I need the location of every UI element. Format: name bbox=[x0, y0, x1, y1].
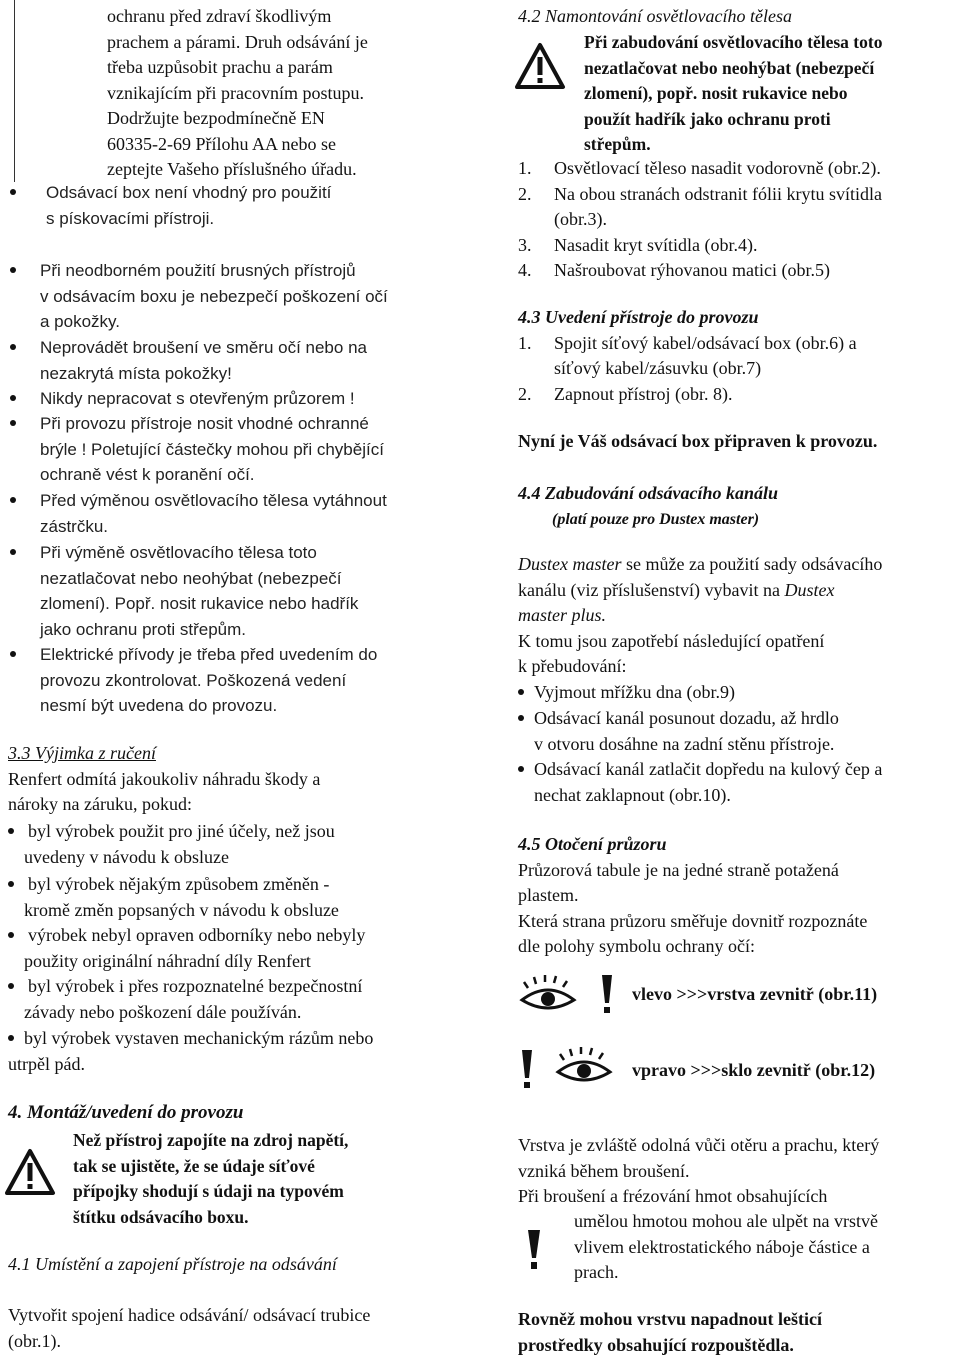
bullet-icon bbox=[8, 983, 14, 989]
section-heading: 4.2 Namontování osvětlovacího tělesa bbox=[518, 6, 792, 26]
section-subheading: (platí pouze pro Dustex master) bbox=[552, 510, 760, 528]
right-symbol-caption bbox=[632, 1058, 875, 1084]
bullet-icon bbox=[8, 932, 14, 938]
text-line: zlomení), popř. nosit rukavice nebo bbox=[584, 83, 848, 103]
warning-text bbox=[584, 30, 882, 158]
bullet-icon bbox=[10, 497, 16, 503]
bullet-icon bbox=[10, 395, 16, 401]
section-4-1 bbox=[8, 1252, 337, 1278]
section-heading: 4.1 Umístění a zapojení přístroje na odsávání bbox=[8, 1254, 337, 1274]
list-item: 2. Na obou stranách odstranit fólii krytu svítidla bbox=[518, 183, 882, 204]
text-line: vlevo >>>vrstva zevnitř (obr.11) bbox=[632, 984, 878, 1004]
text-line: Nikdy nepracovat s otevřeným průzorem ! bbox=[40, 389, 355, 408]
text-line: master plus. bbox=[518, 605, 607, 625]
paragraph bbox=[518, 1133, 879, 1210]
text-line: vlivem elektrostatického náboje částice a bbox=[574, 1236, 870, 1257]
text-line: provozu zkontrolovat. Poškozená vedení bbox=[40, 670, 347, 690]
bullet-icon bbox=[8, 1035, 14, 1041]
text-line: Dodržujte bezpodmínečně EN bbox=[107, 108, 325, 128]
text-line: vznikajícím při pracovním postupu. bbox=[107, 82, 364, 103]
paragraph bbox=[8, 1303, 370, 1354]
text-line: v odsávacím boxu je nebezpečí poškození očí bbox=[40, 286, 388, 306]
text-line: vzniká během broušení. bbox=[518, 1160, 690, 1181]
bullet-icon bbox=[8, 881, 14, 887]
ready-note bbox=[518, 429, 877, 455]
paragraph: Dustex master se může za použití sady odsávacího kanálu (viz příslušenství) vybavit na Dustex master plus. K tomu jsou zapotřebí následující opatření k přebudování: bbox=[518, 552, 882, 680]
list-item bbox=[10, 411, 384, 488]
list-item: 1. Osvětlovací těleso nasadit vodorovně (obr.2). bbox=[518, 158, 881, 178]
list-item: 3. Nasadit kryt svítidla (obr.4). bbox=[518, 234, 758, 255]
text-line: 60335-2-69 Přílohu AA nebo se bbox=[107, 133, 336, 154]
bullet-icon bbox=[10, 189, 16, 195]
text-line: plastem. bbox=[518, 885, 579, 905]
text-line: ochranu před zdraví škodlivým bbox=[107, 6, 332, 26]
text-line: byl výrobek vystaven mechanickým rázům nebo bbox=[24, 1028, 374, 1048]
text-line: byl výrobek nějakým způsobem změněn - bbox=[28, 874, 330, 894]
list-item bbox=[10, 540, 358, 642]
section-4-2 bbox=[518, 4, 792, 30]
text-line: Elektrické přívody je třeba před uvedením do bbox=[40, 645, 378, 664]
list-item bbox=[10, 386, 355, 412]
section-heading: 4.3 Uvedení přístroje do provozu bbox=[518, 307, 759, 327]
text-line: prachem a párami. Druh odsávání je bbox=[107, 31, 368, 52]
text-line: Při zabudování osvětlovacího tělesa toto bbox=[584, 32, 883, 52]
text-line: byl výrobek i přes rozpoznatelné bezpečnostní bbox=[28, 976, 363, 996]
warning-icon bbox=[4, 1148, 56, 1196]
text-line: zástrčku. bbox=[40, 516, 109, 536]
eye-protection-right-icon bbox=[518, 1044, 618, 1090]
bullet-icon bbox=[518, 715, 524, 721]
list-item bbox=[518, 757, 882, 808]
list-item bbox=[8, 1026, 373, 1077]
text-line: Odsávací kanál zatlačit dopředu na kulový čep a bbox=[534, 759, 883, 779]
text-line: Před výměnou osvětlovacího tělesa vytáhnout bbox=[40, 491, 387, 510]
list-item bbox=[8, 923, 365, 974]
text-line: ochraně vést k poranění očí. bbox=[40, 465, 255, 484]
list-item bbox=[518, 680, 735, 706]
text-line: umělou hmotou mohou ale ulpět na vrstvě bbox=[574, 1211, 878, 1231]
text-line: nezatlačovat nebo neohýbat (nebezpečí bbox=[584, 57, 875, 78]
section-4-3: 4.3 Uvedení přístroje do provozu 1. Spojit síťový kabel/odsávací box (obr.6) a síťový kabel/zásuvku (obr.7) 2. Zapnout přístroj (obr. 8). bbox=[518, 305, 857, 407]
text-line: Renfert odmítá jakoukoliv náhradu škody a bbox=[8, 768, 321, 789]
list-item bbox=[8, 819, 335, 870]
list-item bbox=[10, 335, 367, 386]
left-symbol-caption bbox=[632, 982, 877, 1008]
text-line: přípojky shodují s údaji na typovém bbox=[73, 1181, 344, 1201]
text-line: prostředky obsahující rozpouštědla. bbox=[518, 1334, 794, 1355]
text-line: použít hadřík jako ochranu proti bbox=[584, 108, 831, 129]
section-heading: 4. Montáž/uvedení do provozu bbox=[8, 1102, 244, 1123]
text-line: Odsávací box není vhodný pro použití bbox=[46, 183, 332, 202]
bullet-icon bbox=[10, 420, 16, 426]
text-line: zeptejte Vašeho příslušného úřadu. bbox=[107, 159, 357, 179]
text-line: brýle ! Poletující částečky mohou při chybějící bbox=[40, 439, 384, 459]
text-line: Odsávací kanál posunout dozadu, až hrdlo bbox=[534, 708, 839, 728]
eye-protection-left-icon bbox=[518, 972, 618, 1018]
warning-text bbox=[73, 1128, 348, 1230]
text-line: Rovněž mohou vrstvu napadnout lešticí bbox=[518, 1309, 823, 1329]
text-line: třeba uzpůsobit prachu a parám bbox=[107, 57, 333, 77]
text-line: K tomu jsou zapotřebí následující opatření bbox=[518, 630, 825, 651]
text-line: zlomení). Popř. nosit rukavice nebo hadřík bbox=[40, 594, 359, 613]
text-line: Při výměně osvětlovacího tělesa toto bbox=[40, 543, 317, 562]
text-line: střepům. bbox=[584, 134, 651, 154]
text-line: nároky na záruku, pokud: bbox=[8, 794, 192, 814]
text-line: dle polohy symbolu ochrany očí: bbox=[518, 936, 755, 956]
section-heading: 4.5 Otočení průzoru bbox=[518, 834, 667, 854]
bullet-icon bbox=[518, 766, 524, 772]
bullet-icon bbox=[8, 828, 14, 834]
text-line: Vrstva je zvláště odolná vůči otěru a prachu, který bbox=[518, 1135, 880, 1155]
text-line: byl výrobek použit pro jiné účely, než jsou bbox=[28, 821, 335, 841]
list-item bbox=[8, 974, 362, 1025]
bullet-icon bbox=[10, 267, 16, 273]
text-line: vpravo >>>sklo zevnitř (obr.12) bbox=[632, 1060, 876, 1080]
text-line: nesmí být uvedena do provozu. bbox=[40, 696, 278, 715]
paragraph bbox=[574, 1209, 878, 1286]
bullet-icon bbox=[10, 549, 16, 555]
text-line: použity originální náhradní díly Renfert bbox=[24, 950, 311, 971]
text-line: výrobek nebyl opraven odborníky nebo nebyly bbox=[28, 925, 366, 945]
text-line: Která strana průzoru směřuje dovnitř rozpoznáte bbox=[518, 910, 868, 931]
section-heading: 4.4 Zabudování odsávacího kanálu bbox=[518, 483, 779, 503]
list-item: 4. Našroubovat rýhovanou matici (obr.5) bbox=[518, 260, 830, 280]
text-line: nezakrytá místa pokožky! bbox=[40, 363, 232, 383]
text-line: jako ochranu proti střepům. bbox=[40, 619, 246, 639]
margin-rule bbox=[14, 0, 15, 182]
text-line: Při neodborném použití brusných přístrojů bbox=[40, 261, 356, 280]
text-line: Průzorová tabule je na jedné straně potažená bbox=[518, 859, 839, 880]
bullet-icon bbox=[518, 689, 524, 695]
text-line: Nyní je Váš odsávací box připraven k provozu. bbox=[518, 431, 878, 451]
text-line: s pískovacími přístroji. bbox=[46, 208, 215, 228]
text-line: utrpěl pád. bbox=[8, 1053, 85, 1074]
section-4-4 bbox=[518, 481, 778, 532]
text-line: tak se ujistěte, že se údaje síťové bbox=[73, 1155, 315, 1176]
list-item bbox=[518, 706, 839, 757]
list-item: 1. Spojit síťový kabel/odsávací box (obr.6) a bbox=[518, 332, 857, 353]
text-line: k přebudování: bbox=[518, 656, 627, 676]
list-item bbox=[10, 180, 331, 231]
continued-paragraph bbox=[107, 4, 368, 183]
text-line: závady nebo poškození dále používán. bbox=[24, 1001, 302, 1022]
text-line: v otvoru dosáhne na zadní stěnu přístroje. bbox=[534, 733, 835, 754]
text-line: štítku odsávacího boxu. bbox=[73, 1206, 249, 1227]
list-item bbox=[10, 488, 387, 539]
exclamation-icon bbox=[526, 1228, 542, 1272]
list-item bbox=[8, 872, 339, 923]
text-line: nezatlačovat nebo neohýbat (nebezpečí bbox=[40, 568, 342, 588]
text-line: kromě změn popsaných v návodu k obsluze bbox=[24, 899, 339, 920]
text-line: Než přístroj zapojíte na zdroj napětí, bbox=[73, 1130, 349, 1150]
bullet-icon bbox=[10, 651, 16, 657]
numbered-list: 1. Osvětlovací těleso nasadit vodorovně (obr.2). 2. Na obou stranách odstranit fólii krytu svítidla (obr.3). 3. Nasadit kryt svítidla (obr.4). 4. Našroubovat rýhovanou matici (obr.5) bbox=[518, 156, 882, 284]
section-4 bbox=[8, 1100, 243, 1126]
text-line: prach. bbox=[574, 1262, 619, 1282]
warning-icon bbox=[514, 42, 566, 90]
list-item bbox=[10, 642, 377, 719]
text-line: Vyjmout mřížku dna (obr.9) bbox=[534, 682, 735, 702]
text-line: nechat zaklapnout (obr.10). bbox=[534, 784, 731, 805]
text-line: Vytvořit spojení hadice odsávání/ odsávací trubice bbox=[8, 1305, 371, 1325]
section-4-5 bbox=[518, 832, 867, 960]
section-heading: 3.3 Výjimka z ručení bbox=[8, 743, 156, 763]
section-3-3 bbox=[8, 741, 320, 818]
list-item: 2. Zapnout přístroj (obr. 8). bbox=[518, 383, 733, 404]
text-line: (obr.1). bbox=[8, 1330, 61, 1351]
text-line: a pokožky. bbox=[40, 312, 121, 331]
text-line: Neprovádět broušení ve směru očí nebo na bbox=[40, 338, 367, 357]
text-line: uvedeny v návodu k obsluze bbox=[24, 846, 229, 867]
final-note bbox=[518, 1307, 822, 1358]
list-item bbox=[10, 258, 388, 335]
text-line: Při broušení a frézování hmot obsahujících bbox=[518, 1186, 828, 1206]
bullet-icon bbox=[10, 344, 16, 350]
text-line: Při provozu přístroje nosit vhodné ochranné bbox=[40, 414, 369, 433]
